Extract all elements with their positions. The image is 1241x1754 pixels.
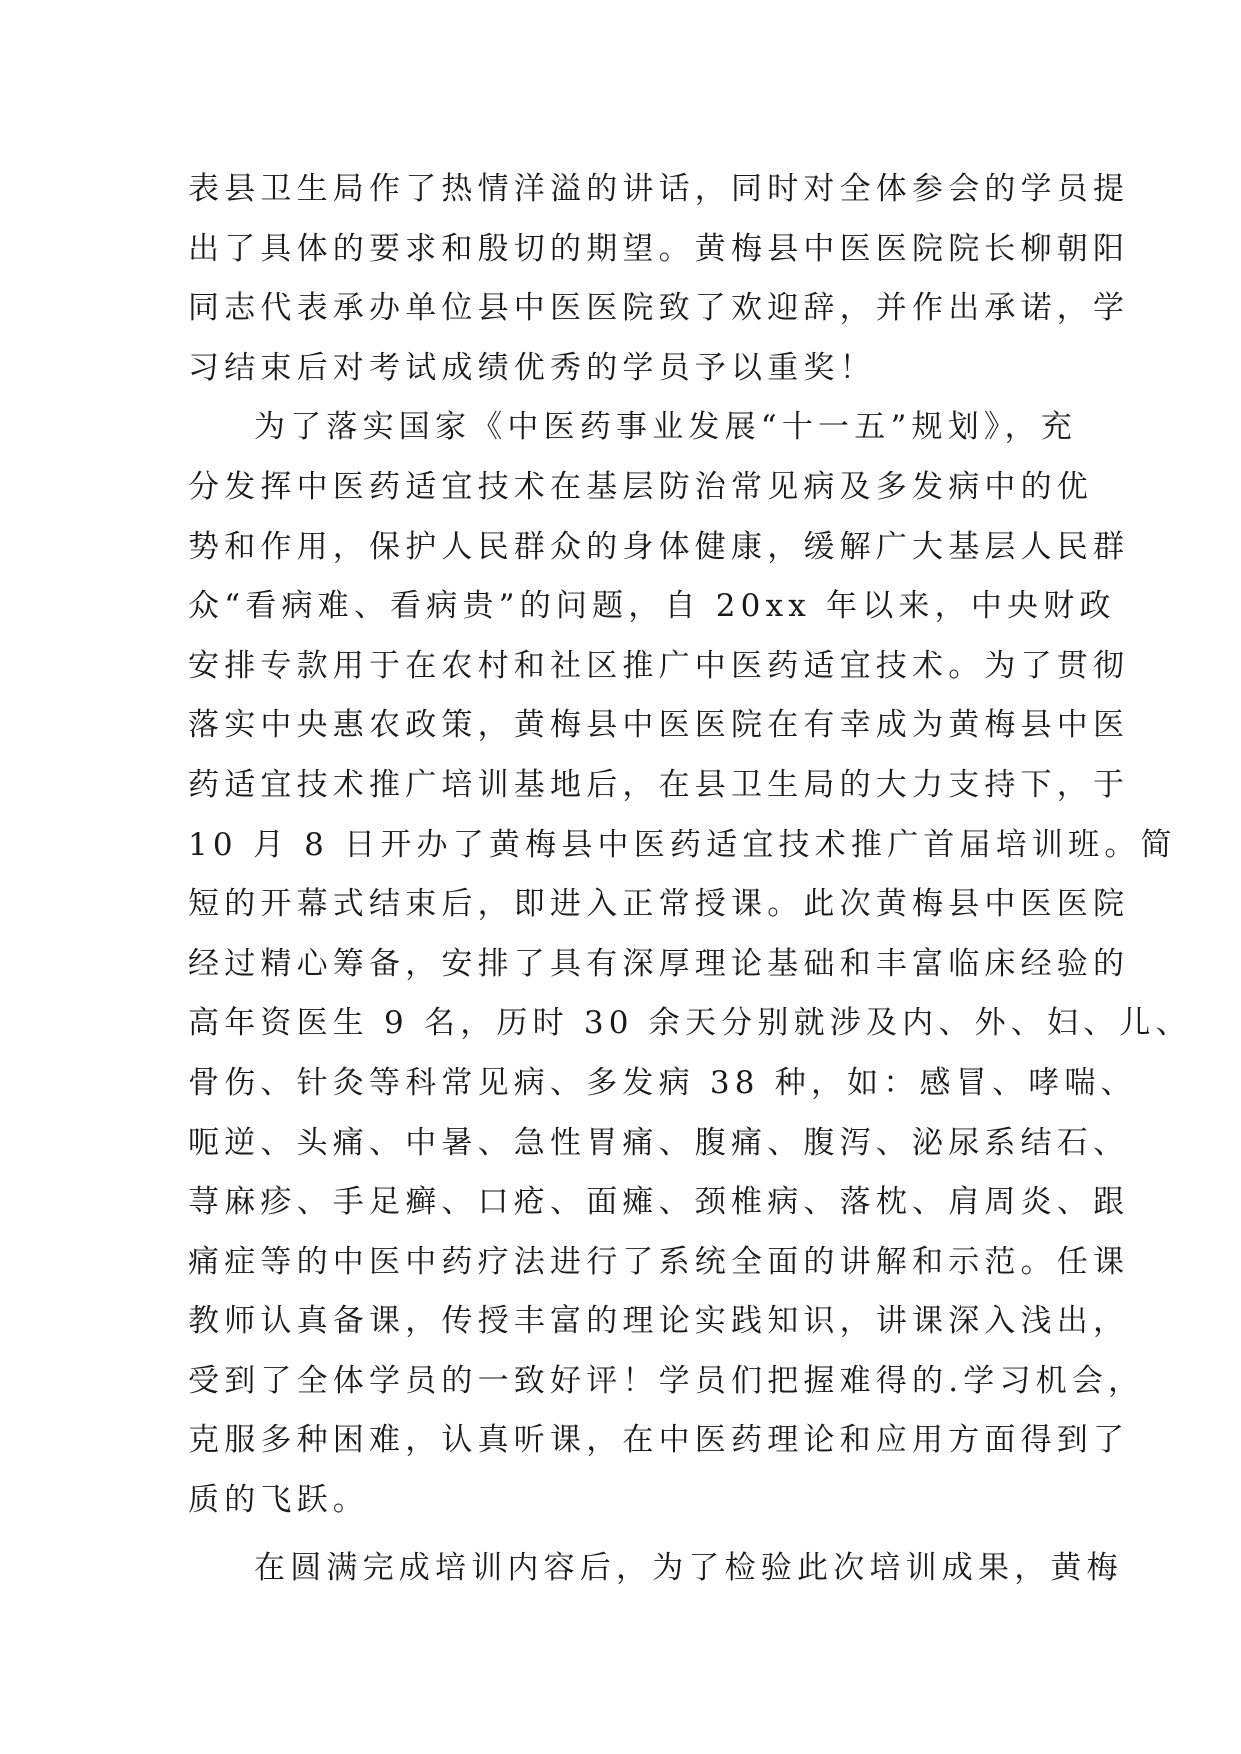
text-line: 落实中央惠农政策，黄梅县中医医院在有幸成为黄梅县中医 bbox=[188, 707, 1130, 744]
text-line: 安排专款用于在农村和社区推广中医药适宜技术。为了贯彻 bbox=[188, 647, 1130, 684]
text-line: 受到了全体学员的一致好评！学员们把握难得的.学习机会， bbox=[188, 1362, 1145, 1399]
text-line: 出了具体的要求和殷切的期望。黄梅县中医医院院长柳朝阳 bbox=[188, 230, 1130, 267]
text-line: 势和作用，保护人民群众的身体健康，缓解广大基层人民群 bbox=[188, 528, 1130, 565]
body-text bbox=[188, 160, 1192, 1598]
text-line: 荨麻疹、手足癣、口疮、面瘫、颈椎病、落枕、肩周炎、跟 bbox=[188, 1184, 1130, 1221]
text-line: 骨伤、针灸等科常见病、多发病 38 种，如：感冒、哮喘、 bbox=[188, 1064, 1137, 1101]
text-line: 习结束后对考试成绩优秀的学员予以重奖！ bbox=[188, 349, 876, 386]
text-line: 短的开幕式结束后，即进入正常授课。此次黄梅县中医医院 bbox=[188, 886, 1130, 923]
text-line: 克服多种困难，认真听课，在中医药理论和应用方面得到了 bbox=[188, 1422, 1130, 1459]
text-line: 表县卫生局作了热情洋溢的讲话，同时对全体参会的学员提 bbox=[188, 171, 1130, 207]
text-line: 分发挥中医药适宜技术在基层防治常见病及多发病中的优 bbox=[188, 468, 1093, 505]
paragraph bbox=[188, 160, 1130, 398]
text-line: 众“看病难、看病贵”的问题，自 20xx 年以来，中央财政 bbox=[188, 588, 1116, 625]
text-line: 教师认真备课，传授丰富的理论实践知识，讲课深入浅出， bbox=[188, 1303, 1130, 1340]
paragraph-spacer bbox=[188, 1531, 1068, 1539]
paragraph bbox=[188, 398, 1192, 1530]
text-line: 高年资医生 9 名，历时 30 余天分别就涉及内、外、妇、儿、 bbox=[188, 1005, 1192, 1042]
text-line: 同志代表承办单位县中医医院致了欢迎辞，并作出承诺，学 bbox=[188, 290, 1130, 327]
text-line: 呃逆、头痛、中暑、急性胃痛、腹痛、腹泻、泌尿系结石、 bbox=[188, 1124, 1130, 1161]
text-line: 经过精心筹备，安排了具有深厚理论基础和丰富临床经验的 bbox=[188, 945, 1130, 982]
text-line: 质的飞跃。 bbox=[188, 1482, 369, 1519]
text-line: 痛症等的中医中药疗法进行了系统全面的讲解和示范。任课 bbox=[188, 1243, 1130, 1280]
text-line: 药适宜技术推广培训基地后，在县卫生局的大力支持下，于 bbox=[188, 766, 1130, 803]
text-line: 为了落实国家《中医药事业发展“十一五”规划》，充 bbox=[254, 409, 1077, 446]
paragraph bbox=[188, 1539, 1123, 1599]
text-line: 在圆满完成培训内容后，为了检验此次培训成果，黄梅 bbox=[254, 1549, 1123, 1586]
text-line: 10 月 8 日开办了黄梅县中医药适宜技术推广首届培训班。简 bbox=[188, 826, 1177, 863]
